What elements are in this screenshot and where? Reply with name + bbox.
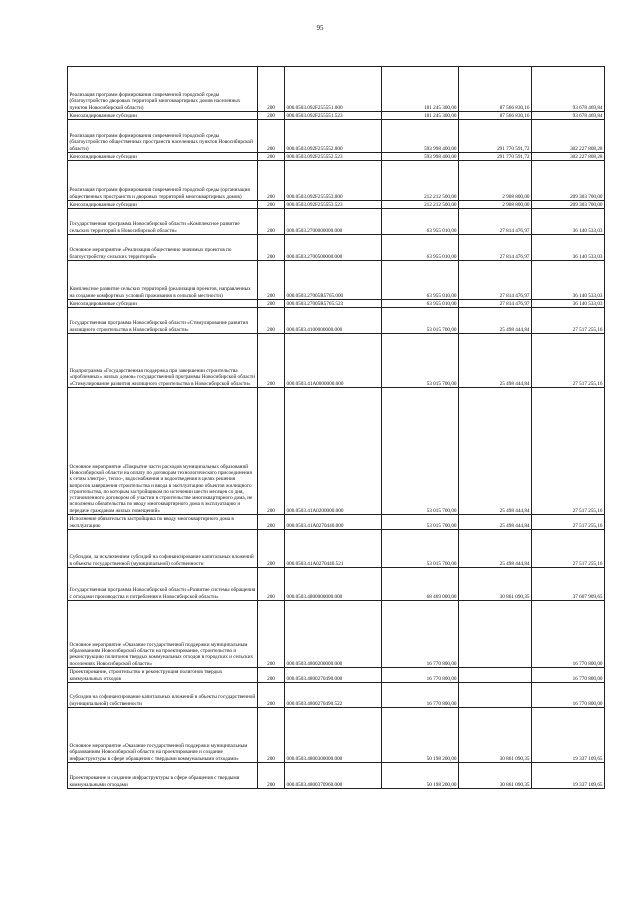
row-approved-amount-cell: 53 015 700,00 — [382, 388, 459, 515]
row-approved-amount-cell: 212 212 500,00 — [382, 201, 459, 209]
row-executed-amount-cell: 25 498 444,84 — [459, 530, 532, 568]
row-executed-amount-cell: 30 861 090,35 — [459, 568, 532, 601]
row-remaining-amount-cell: 16 770 800,00 — [532, 668, 605, 683]
row-remaining-amount-cell: 27 517 255,16 — [532, 308, 605, 334]
table-row — [68, 388, 605, 515]
row-approved-amount-cell: 16 770 800,00 — [382, 668, 459, 683]
row-remaining-amount-cell: 19 337 109,65 — [532, 763, 605, 789]
row-approved-amount-cell: 63 955 010,00 — [382, 209, 459, 235]
row-name-cell: Основное мероприятие «Оказание государственной поддержки муниципальным образованиям Новосибирской области на проектирование и создание инфраструктуры в сфере обращения с твердыми коммунальными отходами» — [68, 708, 258, 763]
row-code-cell: 200 — [258, 601, 285, 668]
row-approved-amount-cell: 50 198 200,00 — [382, 763, 459, 789]
row-name-cell: Субсидии, за исключением субсидий на софинансирование капитальных вложений в объекты государственной (муниципальной) собственности — [68, 530, 258, 568]
row-remaining-amount-cell: 36 140 533,03 — [532, 209, 605, 235]
row-executed-amount-cell — [459, 668, 532, 683]
table-row — [68, 201, 605, 209]
row-remaining-amount-cell: 302 227 808,28 — [532, 153, 605, 161]
row-approved-amount-cell: 53 015 700,00 — [382, 530, 459, 568]
row-code-cell: 200 — [258, 388, 285, 515]
row-code-cell: 200 — [258, 67, 285, 112]
row-name-cell: Консолидированные субсидии — [68, 201, 258, 209]
row-remaining-amount-cell: 27 517 255,16 — [532, 334, 605, 388]
row-classification-cell: 000.0503.27005R5765.000 — [285, 261, 382, 300]
row-remaining-amount-cell: 36 140 533,03 — [532, 261, 605, 300]
row-classification-cell: 000.0503.2700000000.000 — [285, 209, 382, 235]
row-executed-amount-cell — [459, 601, 532, 668]
row-executed-amount-cell: 87 566 830,16 — [459, 112, 532, 120]
table-row — [68, 668, 605, 683]
row-approved-amount-cell: 53 015 700,00 — [382, 334, 459, 388]
row-executed-amount-cell: 27 814 476,97 — [459, 209, 532, 235]
row-remaining-amount-cell: 27 517 255,16 — [532, 515, 605, 530]
row-approved-amount-cell: 593 998 400,00 — [382, 120, 459, 153]
row-classification-cell: 000.0503.4800370960.000 — [285, 763, 382, 789]
row-code-cell: 200 — [258, 300, 285, 308]
row-classification-cell: 000.0503.4800000000.000 — [285, 568, 382, 601]
row-approved-amount-cell: 63 955 010,00 — [382, 235, 459, 261]
table-row — [68, 112, 605, 120]
row-classification-cell: 000.0503.4800270490.522 — [285, 683, 382, 708]
row-code-cell: 200 — [258, 153, 285, 161]
budget-table — [67, 66, 605, 789]
row-classification-cell: 000.0503.092F255553.000 — [285, 161, 382, 201]
row-code-cell: 200 — [258, 112, 285, 120]
table-row — [68, 530, 605, 568]
row-approved-amount-cell: 63 955 010,00 — [382, 261, 459, 300]
row-executed-amount-cell: 291 770 591,72 — [459, 120, 532, 153]
row-classification-cell: 000.0503.41А0270440.521 — [285, 530, 382, 568]
row-name-cell: Комплексное развитие сельских территорий (реализация проектов, направленных на создание комфортных условий проживания в сельской местности) — [68, 261, 258, 300]
row-remaining-amount-cell: 19 337 109,65 — [532, 708, 605, 763]
row-executed-amount-cell: 2 908 800,00 — [459, 161, 532, 201]
row-remaining-amount-cell: 209 303 700,00 — [532, 201, 605, 209]
row-approved-amount-cell: 53 015 700,00 — [382, 515, 459, 530]
row-code-cell: 200 — [258, 120, 285, 153]
row-classification-cell: 000.0503.092F255551.000 — [285, 67, 382, 112]
row-classification-cell: 000.0503.41А0200000.000 — [285, 388, 382, 515]
row-executed-amount-cell: 25 498 444,84 — [459, 334, 532, 388]
row-name-cell: Исполнение обязательств застройщика по вводу многоквартирного дома в эксплуатацию — [68, 515, 258, 530]
row-approved-amount-cell: 16 770 800,00 — [382, 601, 459, 668]
row-executed-amount-cell: 25 498 444,84 — [459, 388, 532, 515]
row-remaining-amount-cell: 93 678 469,84 — [532, 112, 605, 120]
row-remaining-amount-cell: 36 140 533,03 — [532, 300, 605, 308]
row-code-cell: 200 — [258, 334, 285, 388]
row-name-cell: Субсидии на софинансирование капитальных вложений в объекты государственной (муниципальной) собственности — [68, 683, 258, 708]
row-name-cell: Реализация программ формирования современной городской среды (благоустройство дворовых территорий многоквартирных домов населенных пунктов Новосибирской области) — [68, 67, 258, 112]
row-code-cell: 200 — [258, 763, 285, 789]
row-classification-cell: 000.0503.4800200000.000 — [285, 601, 382, 668]
row-classification-cell: 000.0503.27005R5765.523 — [285, 300, 382, 308]
row-executed-amount-cell: 25 498 444,84 — [459, 308, 532, 334]
row-classification-cell: 000.0503.092F255552.523 — [285, 153, 382, 161]
table-row — [68, 568, 605, 601]
row-executed-amount-cell: 291 770 591,72 — [459, 153, 532, 161]
row-name-cell: Подпрограмма «Государственная поддержка при завершении строительства «проблемных» жилых домов» государственной программы Новосибирской области «Стимулирование развития жилищного строительства в Новосибирской области» — [68, 334, 258, 388]
row-name-cell: Государственная программа Новосибирской области «Развитие системы обращения с отходами производства и потребления в Новосибирской области» — [68, 568, 258, 601]
row-remaining-amount-cell: 16 770 800,00 — [532, 601, 605, 668]
row-code-cell: 200 — [258, 308, 285, 334]
row-executed-amount-cell: 2 908 800,00 — [459, 201, 532, 209]
row-name-cell: Консолидированные субсидии — [68, 300, 258, 308]
row-approved-amount-cell: 212 212 500,00 — [382, 161, 459, 201]
table-row — [68, 763, 605, 789]
row-name-cell: Реализация программ формирования современной городской среды (благоустройство общественных пространств населенных пунктов Новосибирской области) — [68, 120, 258, 153]
row-code-cell: 200 — [258, 530, 285, 568]
row-approved-amount-cell: 181 245 300,00 — [382, 112, 459, 120]
row-code-cell: 200 — [258, 568, 285, 601]
table-row — [68, 515, 605, 530]
row-approved-amount-cell: 68 469 000,00 — [382, 568, 459, 601]
row-approved-amount-cell: 181 245 300,00 — [382, 67, 459, 112]
row-name-cell: Государственная программа Новосибирской области «Стимулирование развития жилищного строительства в Новосибирской области» — [68, 308, 258, 334]
row-code-cell: 200 — [258, 515, 285, 530]
row-approved-amount-cell: 593 998 400,00 — [382, 153, 459, 161]
row-executed-amount-cell — [459, 683, 532, 708]
row-classification-cell: 000.0503.2700500000.000 — [285, 235, 382, 261]
row-classification-cell: 000.0503.41А0000000.000 — [285, 334, 382, 388]
table-row — [68, 334, 605, 388]
row-code-cell: 200 — [258, 209, 285, 235]
row-classification-cell: 000.0503.4100000000.000 — [285, 308, 382, 334]
row-classification-cell: 000.0503.4800300000.000 — [285, 708, 382, 763]
table-row — [68, 308, 605, 334]
row-remaining-amount-cell: 27 517 255,16 — [532, 530, 605, 568]
table-row — [68, 300, 605, 308]
table-row — [68, 601, 605, 668]
table-row — [68, 708, 605, 763]
row-name-cell: Государственная программа Новосибирской области «Комплексное развитие сельских территорий в Новосибирской области» — [68, 209, 258, 235]
row-remaining-amount-cell: 209 303 700,00 — [532, 161, 605, 201]
row-remaining-amount-cell: 37 607 909,65 — [532, 568, 605, 601]
row-executed-amount-cell: 27 814 476,97 — [459, 300, 532, 308]
table-row — [68, 683, 605, 708]
row-executed-amount-cell: 25 498 444,84 — [459, 515, 532, 530]
row-approved-amount-cell: 53 015 700,00 — [382, 308, 459, 334]
row-code-cell: 200 — [258, 261, 285, 300]
table-row — [68, 67, 605, 112]
page-number: 95 — [316, 24, 324, 32]
row-code-cell: 200 — [258, 683, 285, 708]
row-executed-amount-cell: 30 861 090,35 — [459, 708, 532, 763]
table-row — [68, 209, 605, 235]
row-name-cell: Проектирование и создание инфраструктуры в сфере обращения с твердыми коммунальными отходами — [68, 763, 258, 789]
row-approved-amount-cell: 63 955 010,00 — [382, 300, 459, 308]
table-row — [68, 261, 605, 300]
row-approved-amount-cell: 16 770 800,00 — [382, 683, 459, 708]
row-remaining-amount-cell: 36 140 533,03 — [532, 235, 605, 261]
row-code-cell: 200 — [258, 161, 285, 201]
row-remaining-amount-cell: 16 770 800,00 — [532, 683, 605, 708]
row-remaining-amount-cell: 93 678 469,84 — [532, 67, 605, 112]
row-name-cell: Основное мероприятие «Покрытие части расходов муниципальных образований Новосибирской области на оплату по договорам технологического присоединения к сетям электро-, тепло-, водоснабжения и водоотведения в целях решения вопросов завершения строительства и ввода в эксплуатацию объектов жилищного строительства, по которым застройщиком по истечении шести месяцев со дня, установленного договором об участии в строительстве многоквартирного дома, не исполнены обязательства по вводу многоквартирного дома в эксплуатацию и передаче гражданам жилых помещений» — [68, 388, 258, 515]
table-row — [68, 120, 605, 153]
row-executed-amount-cell: 30 861 090,35 — [459, 763, 532, 789]
row-executed-amount-cell: 27 814 476,97 — [459, 261, 532, 300]
row-remaining-amount-cell: 27 517 255,16 — [532, 388, 605, 515]
table-row — [68, 161, 605, 201]
row-classification-cell: 000.0503.092F255553.523 — [285, 201, 382, 209]
row-remaining-amount-cell: 302 227 808,28 — [532, 120, 605, 153]
row-classification-cell: 000.0503.4800270490.000 — [285, 668, 382, 683]
row-code-cell: 200 — [258, 668, 285, 683]
row-name-cell: Реализация программ формирования современной городской среды (организация общественных пространств и дворовых территорий многоквартирных домов) — [68, 161, 258, 201]
row-classification-cell: 000.0503.092F255552.000 — [285, 120, 382, 153]
row-name-cell: Проектирование, строительство и реконструкция полигонов твердых коммунальных отходов — [68, 668, 258, 683]
row-classification-cell: 000.0503.41А0270440.000 — [285, 515, 382, 530]
row-name-cell: Основное мероприятие «Оказание государственной поддержки муниципальным образованиям Новосибирской области на проектирование, строительство и реконструкцию полигонов твердых коммунальных отходов в городских и сельских поселениях Новосибирской области» — [68, 601, 258, 668]
table-row — [68, 235, 605, 261]
row-code-cell: 200 — [258, 235, 285, 261]
row-executed-amount-cell: 27 814 476,97 — [459, 235, 532, 261]
row-code-cell: 200 — [258, 708, 285, 763]
budget-table-body — [68, 67, 605, 789]
row-name-cell: Основное мероприятие «Реализация общественно значимых проектов по благоустройству сельских территорий» — [68, 235, 258, 261]
table-row — [68, 153, 605, 161]
row-code-cell: 200 — [258, 201, 285, 209]
row-classification-cell: 000.0503.092F255551.523 — [285, 112, 382, 120]
row-executed-amount-cell: 87 566 830,16 — [459, 67, 532, 112]
row-name-cell: Консолидированные субсидии — [68, 153, 258, 161]
row-approved-amount-cell: 50 198 200,00 — [382, 708, 459, 763]
row-name-cell: Консолидированные субсидии — [68, 112, 258, 120]
